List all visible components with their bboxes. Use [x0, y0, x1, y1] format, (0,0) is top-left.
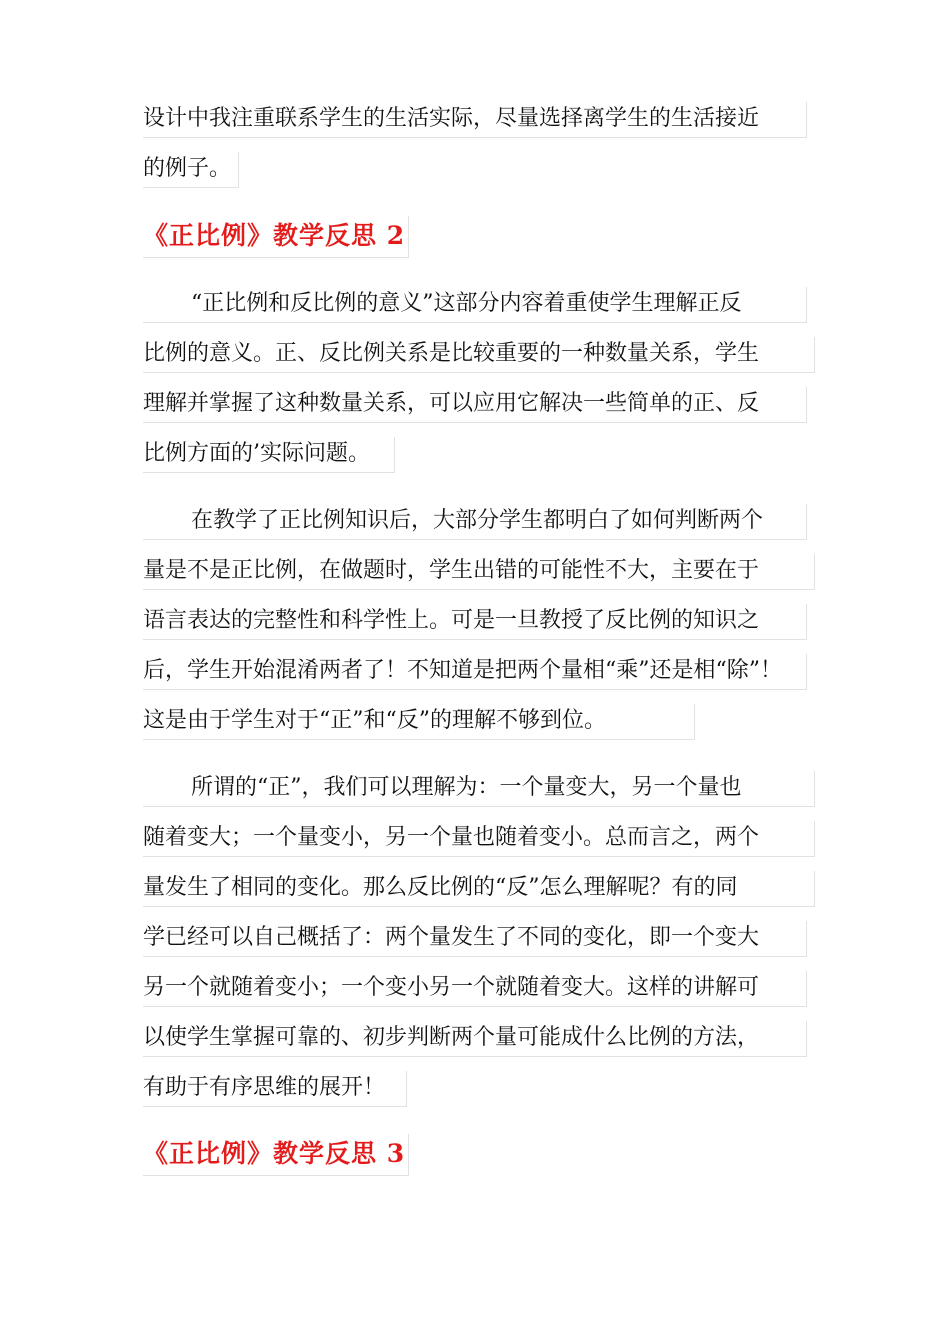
- text-line: 的例子。: [143, 152, 239, 188]
- text-line: 在教学了正比例知识后，大部分学生都明白了如何判断两个: [143, 504, 807, 540]
- text-line: 理解并掌握了这种数量关系，可以应用它解决一些简单的正、反: [143, 387, 807, 423]
- text-line: “正比例和反比例的意义”这部分内容着重使学生理解正反: [143, 287, 807, 323]
- section-heading-2: 《正比例》教学反思 2: [143, 216, 409, 258]
- text-line: 后，学生开始混淆两者了！不知道是把两个量相“乘”还是相“除”！: [143, 654, 807, 690]
- text-line: 比例方面的’实际问题。: [143, 437, 395, 473]
- text-line: 另一个就随着变小；一个变小另一个就随着变大。这样的讲解可: [143, 971, 807, 1007]
- section-heading-3: 《正比例》教学反思 3: [143, 1134, 409, 1176]
- text-line: 设计中我注重联系学生的生活实际，尽量选择离学生的生活接近: [143, 102, 807, 138]
- text-line: 语言表达的完整性和科学性上。可是一旦教授了反比例的知识之: [143, 604, 807, 640]
- text-line: 比例的意义。正、反比例关系是比较重要的一种数量关系，学生: [143, 337, 815, 373]
- text-line: 量是不是正比例，在做题时，学生出错的可能性不大，主要在于: [143, 554, 815, 590]
- text-line: 这是由于学生对于“正”和“反”的理解不够到位。: [143, 704, 695, 740]
- text-line: 随着变大；一个量变小，另一个量也随着变小。总而言之，两个: [143, 821, 815, 857]
- text-line: 以使学生掌握可靠的、初步判断两个量可能成什么比例的方法，: [143, 1021, 807, 1057]
- text-line: 学已经可以自己概括了：两个量发生了不同的变化，即一个变大: [143, 921, 807, 957]
- text-line: 所谓的“正”，我们可以理解为：一个量变大，另一个量也: [143, 771, 815, 807]
- text-line: 有助于有序思维的展开！: [143, 1071, 407, 1107]
- text-line: 量发生了相同的变化。那么反比例的“反”怎么理解呢？有的同: [143, 871, 815, 907]
